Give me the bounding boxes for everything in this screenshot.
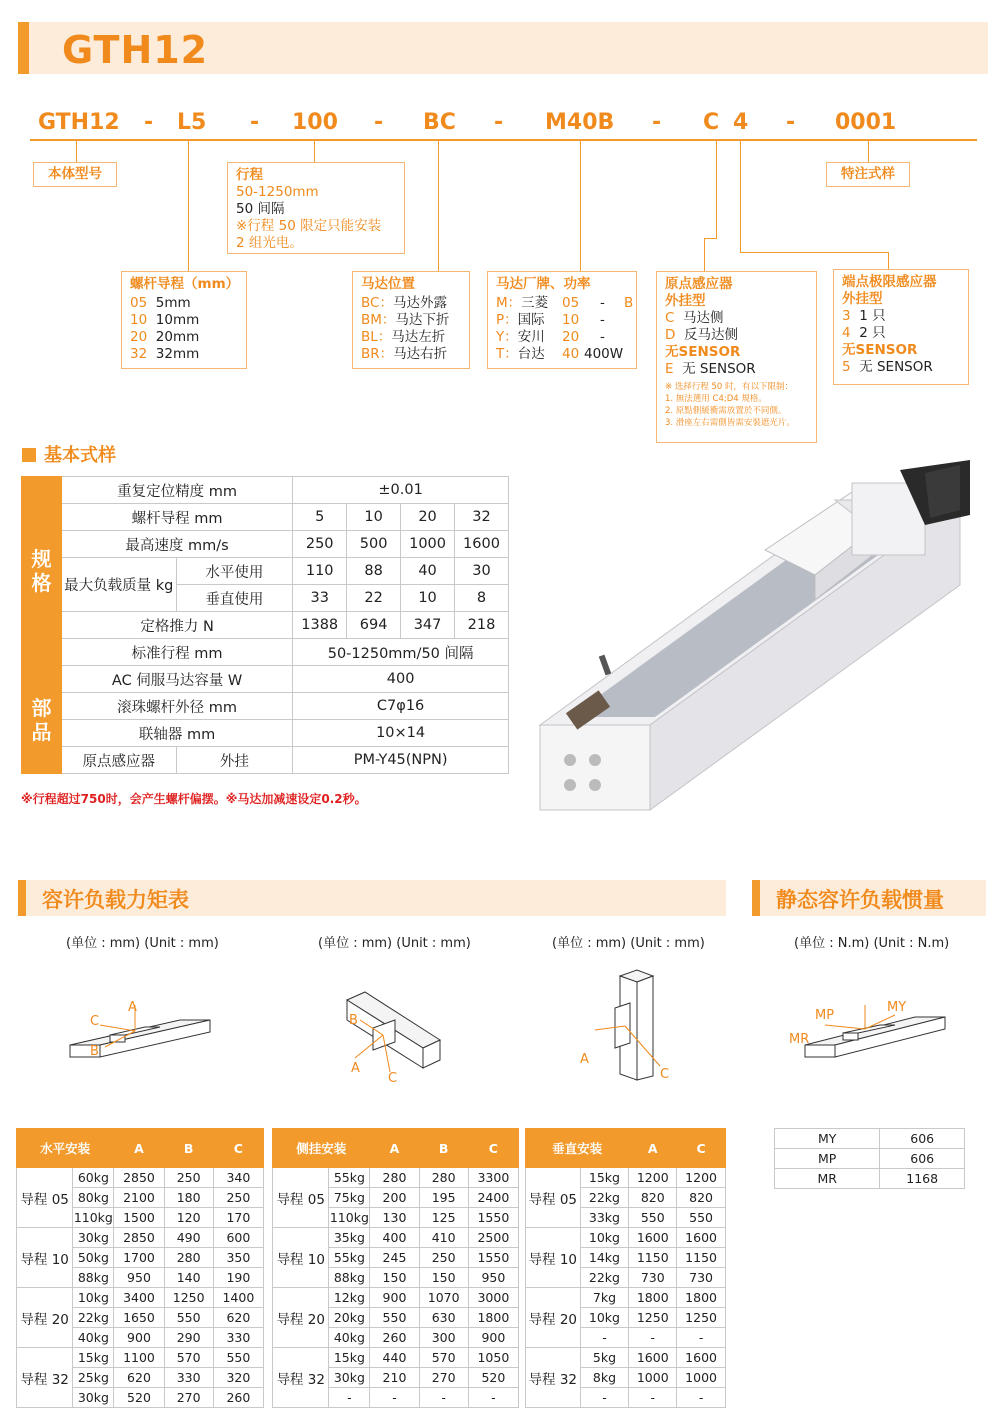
inertia-heading: 静态容许负载惯量 — [776, 888, 944, 912]
spec-value: 110 — [293, 558, 347, 585]
origin-item: D 反马达侧 — [665, 327, 738, 343]
label-mr: MR — [789, 1032, 810, 1047]
origin-sub: 外挂型 — [665, 293, 706, 309]
spec-label: 联轴器 mm — [61, 720, 292, 747]
table-row: - - - - — [273, 1388, 519, 1408]
table-row — [22, 477, 509, 504]
lead-box — [121, 271, 247, 369]
connector — [580, 141, 581, 271]
table-row: 导程 20 10kg 3400 1250 1400 — [17, 1288, 264, 1308]
spec-value: 40 — [401, 558, 455, 585]
origin-item: E 无 SENSOR — [665, 361, 756, 377]
diagram-horizontal — [60, 995, 220, 1075]
label-c: C — [388, 1071, 398, 1085]
limit-sub: 无SENSOR — [842, 342, 918, 358]
spec-value: 10×14 — [293, 720, 509, 747]
stroke-title: 行程 — [236, 167, 263, 183]
origin-note: 1. 無法選用 C4;D4 規格。 — [665, 394, 767, 404]
label-a: A — [128, 1000, 137, 1015]
connector — [740, 252, 888, 253]
spec-value: 33 — [293, 585, 347, 612]
spec-value: 694 — [347, 612, 401, 639]
inertia-header-accent — [752, 880, 760, 916]
spec-value: 1000 — [401, 531, 455, 558]
limit-box — [833, 269, 969, 385]
connector — [716, 141, 717, 239]
label-c: C — [660, 1067, 670, 1082]
connector — [438, 141, 439, 271]
table-row: 25kg 620 330 320 — [17, 1368, 264, 1388]
table-row: 88kg 150 150 950 — [273, 1268, 519, 1288]
table-row: 导程 05 15kg 1200 1200 — [526, 1168, 726, 1188]
code-underline — [30, 139, 977, 141]
table-row: 导程 05 55kg 280 280 3300 — [273, 1168, 519, 1188]
motor-pos-title: 马达位置 — [361, 276, 415, 292]
code-sep: - — [144, 110, 154, 135]
table-row: 导程 10 35kg 400 410 2500 — [273, 1228, 519, 1248]
spec-label: 定格推力 N — [61, 612, 292, 639]
table-row: 导程 10 30kg 2850 490 600 — [17, 1228, 264, 1248]
table-row: 88kg 950 140 190 — [17, 1268, 264, 1288]
table-row: 导程 32 5kg 1600 1600 — [526, 1348, 726, 1368]
spec-note: ※行程超过750时，会产生螺杆偏摆。※马达加减速设定0.2秒。 — [21, 792, 367, 806]
connector — [76, 141, 77, 162]
lead-item: 10 10mm — [130, 312, 200, 328]
code-sep: - — [374, 110, 384, 135]
connector — [740, 141, 741, 253]
origin-note: 2. 原點側緩衝需放置於不同側。 — [665, 406, 787, 416]
spec-label: 原点感应器 — [61, 747, 176, 774]
special-box — [826, 162, 910, 187]
unit-label: (单位 : mm) (Unit : mm) — [66, 936, 219, 951]
spec-value: 32 — [455, 504, 509, 531]
lead-item: 05 5mm — [130, 295, 191, 311]
spec-label: 水平使用 — [176, 558, 293, 585]
spec-label: 外挂 — [176, 747, 293, 774]
spec-value: 400 — [293, 666, 509, 693]
spec-value: 20 — [401, 504, 455, 531]
section-marker — [22, 448, 36, 462]
code-origin: C — [703, 110, 720, 135]
connector — [888, 252, 889, 270]
connector — [704, 238, 705, 271]
table-row: 22kg 1650 550 620 — [17, 1308, 264, 1328]
spec-value: 1388 — [293, 612, 347, 639]
spec-value: 30 — [455, 558, 509, 585]
spec-value: PM-Y45(NPN) — [293, 747, 509, 774]
code-sep: - — [786, 110, 796, 135]
table-row: MP 606 — [775, 1149, 965, 1169]
table-row — [22, 747, 509, 774]
stroke-interval: 50 间隔 — [236, 201, 285, 217]
page-title: GTH12 — [62, 28, 209, 72]
table-row: 40kg 900 290 330 — [17, 1328, 264, 1348]
motor-brand-item: Y：安川 20 - — [496, 329, 605, 345]
label-mp: MP — [815, 1008, 835, 1023]
spec-value: 218 — [455, 612, 509, 639]
connector — [704, 238, 717, 239]
code-sep: - — [250, 110, 260, 135]
diagram-side — [335, 990, 455, 1085]
table-row: MR 1168 — [775, 1169, 965, 1189]
spec-label: 螺杆导程 mm — [61, 504, 292, 531]
spec-value: 8 — [455, 585, 509, 612]
spec-value: ±0.01 — [293, 477, 509, 504]
spec-value: 347 — [401, 612, 455, 639]
table-row: - - - — [526, 1388, 726, 1408]
title-accent — [18, 22, 29, 74]
lead-title: 螺杆导程（mm） — [130, 276, 240, 292]
limit-item: 4 2 只 — [842, 325, 886, 341]
motor-brand-title: 马达厂牌、功率 — [496, 276, 591, 292]
table-row — [22, 531, 509, 558]
table-row — [22, 720, 509, 747]
stroke-range: 50-1250mm — [236, 184, 319, 200]
spec-value: 1600 — [455, 531, 509, 558]
code-limit: 4 — [733, 110, 749, 135]
origin-sub: 无SENSOR — [665, 344, 741, 360]
label-b: B — [349, 1013, 358, 1028]
table-row: 22kg 820 820 — [526, 1188, 726, 1208]
limit-title: 端点极限感应器 — [842, 274, 937, 290]
motor-pos-item: BM：马达下折 — [361, 312, 450, 328]
table-row — [22, 558, 509, 585]
spec-label: 标准行程 mm — [61, 639, 292, 666]
spec-value: C7φ16 — [293, 693, 509, 720]
inertia-table — [774, 1128, 965, 1189]
table-row: 75kg 200 195 2400 — [273, 1188, 519, 1208]
table-header: 垂直安装 A C — [526, 1129, 726, 1168]
table-header: 侧挂安装 A B C — [273, 1129, 519, 1168]
table-row: 30kg 210 270 520 — [273, 1368, 519, 1388]
unit-label: (单位 : mm) (Unit : mm) — [552, 936, 705, 951]
spec-label: 滚珠螺杆外径 mm — [61, 693, 292, 720]
table-row: 50kg 1700 280 350 — [17, 1248, 264, 1268]
code-special: 0001 — [835, 110, 897, 135]
spec-label: 最高速度 mm/s — [61, 531, 292, 558]
basic-spec-heading: 基本式样 — [44, 445, 116, 466]
label-b: B — [90, 1044, 99, 1059]
origin-note: 3. 滑座左右需側皆需安裝遮光片。 — [665, 418, 795, 428]
table-row: 导程 20 7kg 1800 1800 — [526, 1288, 726, 1308]
unit-label: (单位 : N.m) (Unit : N.m) — [794, 936, 950, 951]
table-row: 110kg 1500 120 170 — [17, 1208, 264, 1228]
spec-value: 5 — [293, 504, 347, 531]
connector — [188, 141, 189, 271]
code-stroke: 100 — [292, 110, 338, 135]
label-a: A — [580, 1052, 589, 1067]
table-row — [22, 666, 509, 693]
cat-spec: 规格 — [22, 477, 62, 666]
code-lead: L5 — [177, 110, 207, 135]
connector — [868, 141, 869, 162]
spec-value: 500 — [347, 531, 401, 558]
motor-pos-item: BR：马达右折 — [361, 346, 448, 362]
table-row: 导程 10 10kg 1600 1600 — [526, 1228, 726, 1248]
cat-parts: 部品 — [22, 666, 62, 774]
table-row: 80kg 2100 180 250 — [17, 1188, 264, 1208]
table-row: MY 606 — [775, 1129, 965, 1149]
table-row: 30kg 520 270 260 — [17, 1388, 264, 1408]
table-row: 导程 32 15kg 440 570 1050 — [273, 1348, 519, 1368]
motor-brand-box — [487, 271, 637, 369]
table-row: 20kg 550 630 1800 — [273, 1308, 519, 1328]
table-row: - - - — [526, 1328, 726, 1348]
stroke-note: ※行程 50 限定只能安装 — [236, 218, 382, 234]
origin-title: 原点感应器 — [665, 276, 733, 292]
lead-item: 20 20mm — [130, 329, 200, 345]
spec-value: 88 — [347, 558, 401, 585]
motor-brand-item: M：三菱 05 - B — [496, 295, 634, 311]
table-row: 110kg 130 125 1550 — [273, 1208, 519, 1228]
code-sep: - — [494, 110, 504, 135]
special-label: 特注式样 — [841, 166, 895, 182]
spec-table — [21, 476, 509, 774]
table-row: 40kg 260 300 900 — [273, 1328, 519, 1348]
load-table-vertical — [525, 1128, 726, 1408]
motor-pos-item: BL：马达左折 — [361, 329, 446, 345]
actuator-illustration — [530, 455, 990, 820]
load-table-horizontal — [16, 1128, 264, 1408]
label-a: A — [351, 1061, 360, 1076]
limit-sub: 外挂型 — [842, 291, 883, 307]
spec-label: 垂直使用 — [176, 585, 293, 612]
spec-label: 最大负载质量 kg — [61, 558, 176, 612]
stroke-box — [227, 162, 405, 254]
table-row: 33kg 550 550 — [526, 1208, 726, 1228]
motor-brand-item: T：台达 40 400W — [496, 346, 624, 362]
table-row — [22, 612, 509, 639]
code-motor: M40B — [545, 110, 615, 135]
code-motor-pos: BC — [423, 110, 456, 135]
origin-item: C 马达侧 — [665, 310, 724, 326]
table-row: 55kg 245 250 1550 — [273, 1248, 519, 1268]
spec-value: 10 — [347, 504, 401, 531]
origin-note: ※ 选择行程 50 时，有以下限制： — [665, 382, 794, 392]
origin-box — [656, 271, 817, 443]
table-row: 8kg 1000 1000 — [526, 1368, 726, 1388]
spec-value: 50-1250mm/50 间隔 — [293, 639, 509, 666]
load-table-side — [272, 1128, 519, 1408]
body-model-box — [33, 162, 117, 187]
table-row: 导程 20 12kg 900 1070 3000 — [273, 1288, 519, 1308]
table-row: 10kg 1250 1250 — [526, 1308, 726, 1328]
spec-label: 重复定位精度 mm — [61, 477, 292, 504]
table-header: 水平安装 A B C — [17, 1129, 264, 1168]
motor-brand-item: P：国际 10 - — [496, 312, 605, 328]
spec-label: AC 伺服马达容量 W — [61, 666, 292, 693]
table-row — [22, 504, 509, 531]
motor-pos-item: BC：马达外露 — [361, 295, 447, 311]
body-model-label: 本体型号 — [48, 166, 102, 182]
table-row: 导程 05 60kg 2850 250 340 — [17, 1168, 264, 1188]
table-row: 14kg 1150 1150 — [526, 1248, 726, 1268]
stroke-note: 2 组光电。 — [236, 235, 303, 251]
table-row — [22, 639, 509, 666]
spec-value: 22 — [347, 585, 401, 612]
table-row: 22kg 730 730 — [526, 1268, 726, 1288]
moment-heading: 容许负载力矩表 — [42, 888, 189, 912]
label-c: C — [90, 1014, 100, 1029]
label-my: MY — [887, 1000, 907, 1015]
connector — [314, 141, 315, 162]
unit-label: (单位 : mm) (Unit : mm) — [318, 936, 471, 951]
motor-pos-box — [352, 271, 470, 369]
limit-item: 5 无 SENSOR — [842, 359, 933, 375]
spec-value: 10 — [401, 585, 455, 612]
diagram-inertia — [785, 995, 950, 1075]
lead-item: 32 32mm — [130, 346, 200, 362]
table-row: 导程 32 15kg 1100 570 550 — [17, 1348, 264, 1368]
code-sep: - — [652, 110, 662, 135]
moment-header-accent — [18, 880, 26, 916]
limit-item: 3 1 只 — [842, 308, 886, 324]
diagram-vertical — [575, 968, 685, 1088]
table-row — [22, 693, 509, 720]
code-model: GTH12 — [38, 110, 120, 135]
spec-value: 250 — [293, 531, 347, 558]
